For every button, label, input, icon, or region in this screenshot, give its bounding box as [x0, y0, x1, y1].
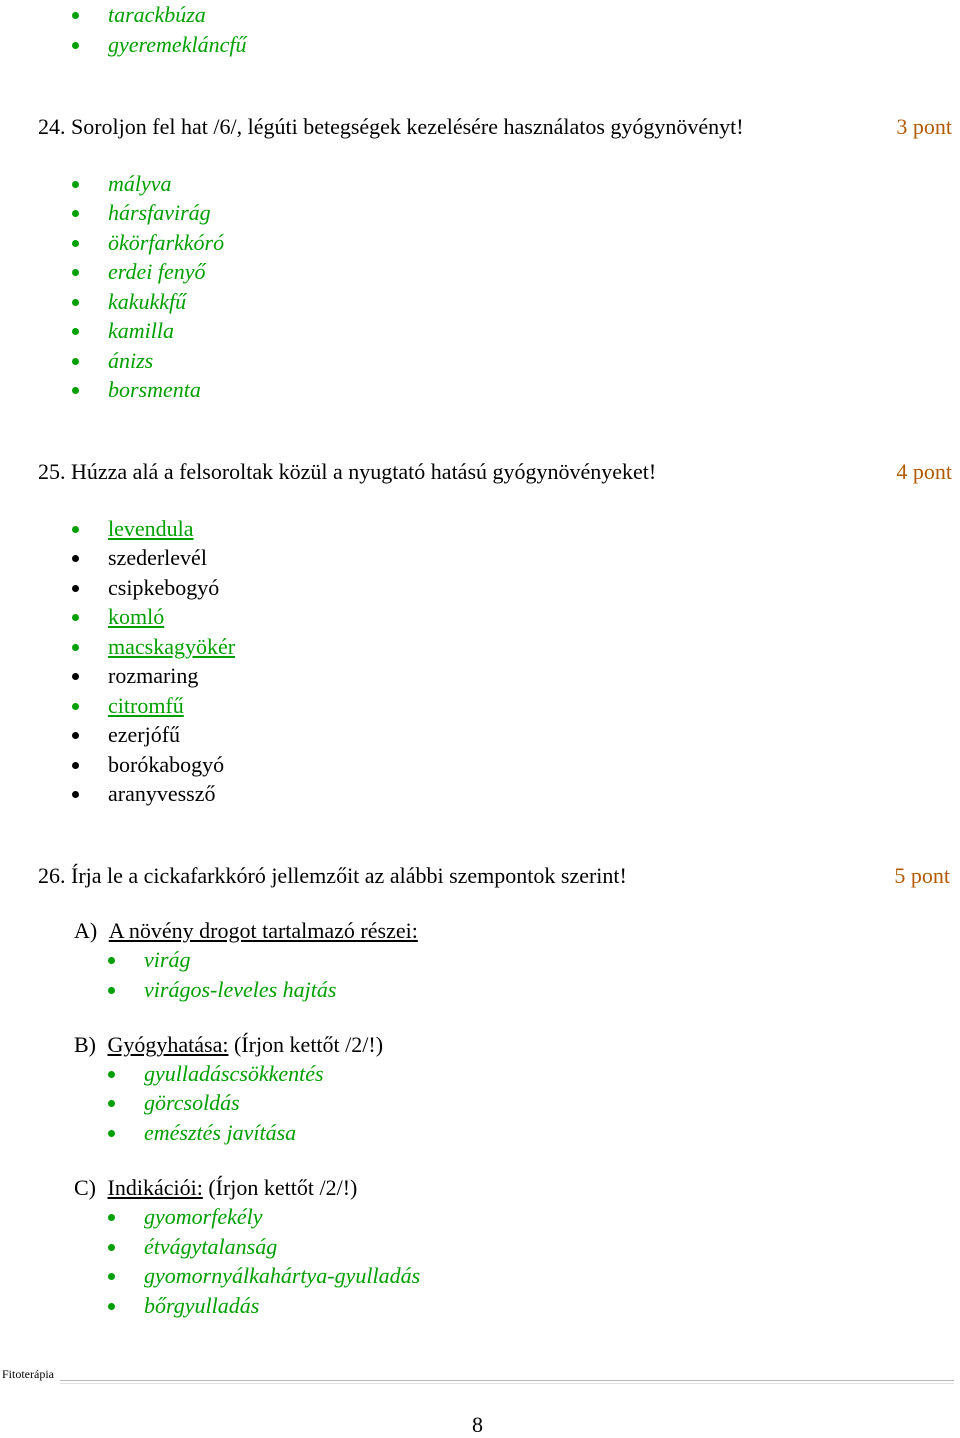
answer-item: gyomorfekély — [144, 1204, 263, 1229]
answer-item: gyulladáscsökkentés — [144, 1061, 324, 1086]
answer-item: virágos-leveles hajtás — [144, 977, 337, 1002]
list-bullet — [108, 1071, 115, 1078]
answer-item: mályva — [108, 171, 172, 196]
list-bullet — [72, 791, 79, 798]
section-letter: B) — [74, 1032, 96, 1057]
question-points: 4 pont — [896, 459, 952, 484]
question-number: 26. — [38, 863, 66, 888]
list-bullet — [108, 1130, 115, 1137]
section-heading — [74, 1175, 357, 1201]
list-bullet — [108, 1214, 115, 1221]
section-letter: C) — [74, 1175, 96, 1200]
list-bullet — [72, 299, 79, 306]
list-bullet — [72, 358, 79, 365]
list-bullet — [72, 762, 79, 769]
section-heading — [74, 1032, 383, 1058]
question-title — [38, 459, 656, 485]
question-points: 5 pont — [894, 863, 950, 888]
list-bullet — [72, 555, 79, 562]
answer-item: kakukkfű — [108, 289, 187, 314]
answer-item: görcsoldás — [144, 1090, 240, 1115]
list-bullet — [72, 703, 79, 710]
answer-item: kamilla — [108, 318, 174, 343]
section-title: A növény drogot tartalmazó részei: — [108, 918, 418, 943]
option: ezerjófű — [108, 722, 181, 747]
section-heading — [74, 918, 418, 944]
list-bullet — [72, 210, 79, 217]
section-note: (Írjon kettőt /2/!) — [208, 1175, 358, 1200]
list-bullet — [72, 181, 79, 188]
answer-item: étvágytalanság — [144, 1234, 278, 1259]
option: borókabogyó — [108, 752, 225, 777]
list-bullet — [72, 42, 79, 49]
footer-divider — [60, 1380, 954, 1381]
list-bullet — [72, 614, 79, 621]
list-bullet — [108, 1303, 115, 1310]
option-correct: komló — [108, 604, 165, 629]
list-bullet — [72, 673, 79, 680]
answer-item: ökörfarkkóró — [108, 230, 225, 255]
list-bullet — [72, 12, 79, 19]
footer-divider-shadow — [60, 1383, 954, 1384]
answer-item: emésztés javítása — [144, 1120, 297, 1145]
option-correct: citromfű — [108, 693, 184, 718]
option: rozmaring — [108, 663, 199, 688]
question-text: Húzza alá a felsoroltak közül a nyugtató hatású gyógynövényeket! — [71, 459, 657, 484]
answer-item: hársfavirág — [108, 200, 211, 225]
option: csipkebogyó — [108, 575, 220, 600]
option: szederlevél — [108, 545, 207, 570]
list-bullet — [72, 387, 79, 394]
list-bullet — [108, 1100, 115, 1107]
answer-item: ánizs — [108, 348, 154, 373]
section-note: (Írjon kettőt /2/!) — [233, 1032, 384, 1057]
list-bullet — [108, 1244, 115, 1251]
list-item: tarackbúza — [108, 2, 206, 27]
answer-item: gyomornyálkahártya-gyulladás — [144, 1263, 421, 1288]
list-bullet — [108, 957, 115, 964]
option-correct: macskagyökér — [108, 634, 236, 659]
question-number: 25. — [38, 459, 66, 484]
option-correct: levendula — [108, 516, 194, 541]
list-bullet — [72, 732, 79, 739]
answer-item: erdei fenyő — [108, 259, 206, 284]
answer-item: borsmenta — [108, 377, 201, 402]
question-points: 3 pont — [896, 114, 952, 139]
list-bullet — [108, 1273, 115, 1280]
question-number: 24. — [38, 114, 66, 139]
list-bullet — [72, 269, 79, 276]
list-item: gyeremekláncfű — [108, 32, 247, 57]
list-bullet — [72, 240, 79, 247]
section-letter: A) — [74, 918, 98, 943]
answer-item: bőrgyulladás — [144, 1293, 260, 1318]
page-number: 8 — [472, 1412, 483, 1437]
question-text: Írja le a cickafarkkóró jellemzőit az alábbi szempontok szerint! — [71, 863, 627, 888]
list-bullet — [72, 585, 79, 592]
answer-item: virág — [144, 947, 191, 972]
section-title: Indikációi: — [107, 1175, 203, 1200]
list-bullet — [72, 644, 79, 651]
question-title — [38, 114, 744, 140]
section-title: Gyógyhatása: — [107, 1032, 229, 1057]
list-bullet — [108, 987, 115, 994]
footer-label: Fitoterápia — [2, 1367, 54, 1381]
list-bullet — [72, 526, 79, 533]
option: aranyvessző — [108, 781, 216, 806]
question-title — [38, 863, 627, 889]
question-text: Soroljon fel hat /6/, légúti betegségek kezelésére használatos gyógynövényt! — [71, 114, 744, 139]
list-bullet — [72, 328, 79, 335]
